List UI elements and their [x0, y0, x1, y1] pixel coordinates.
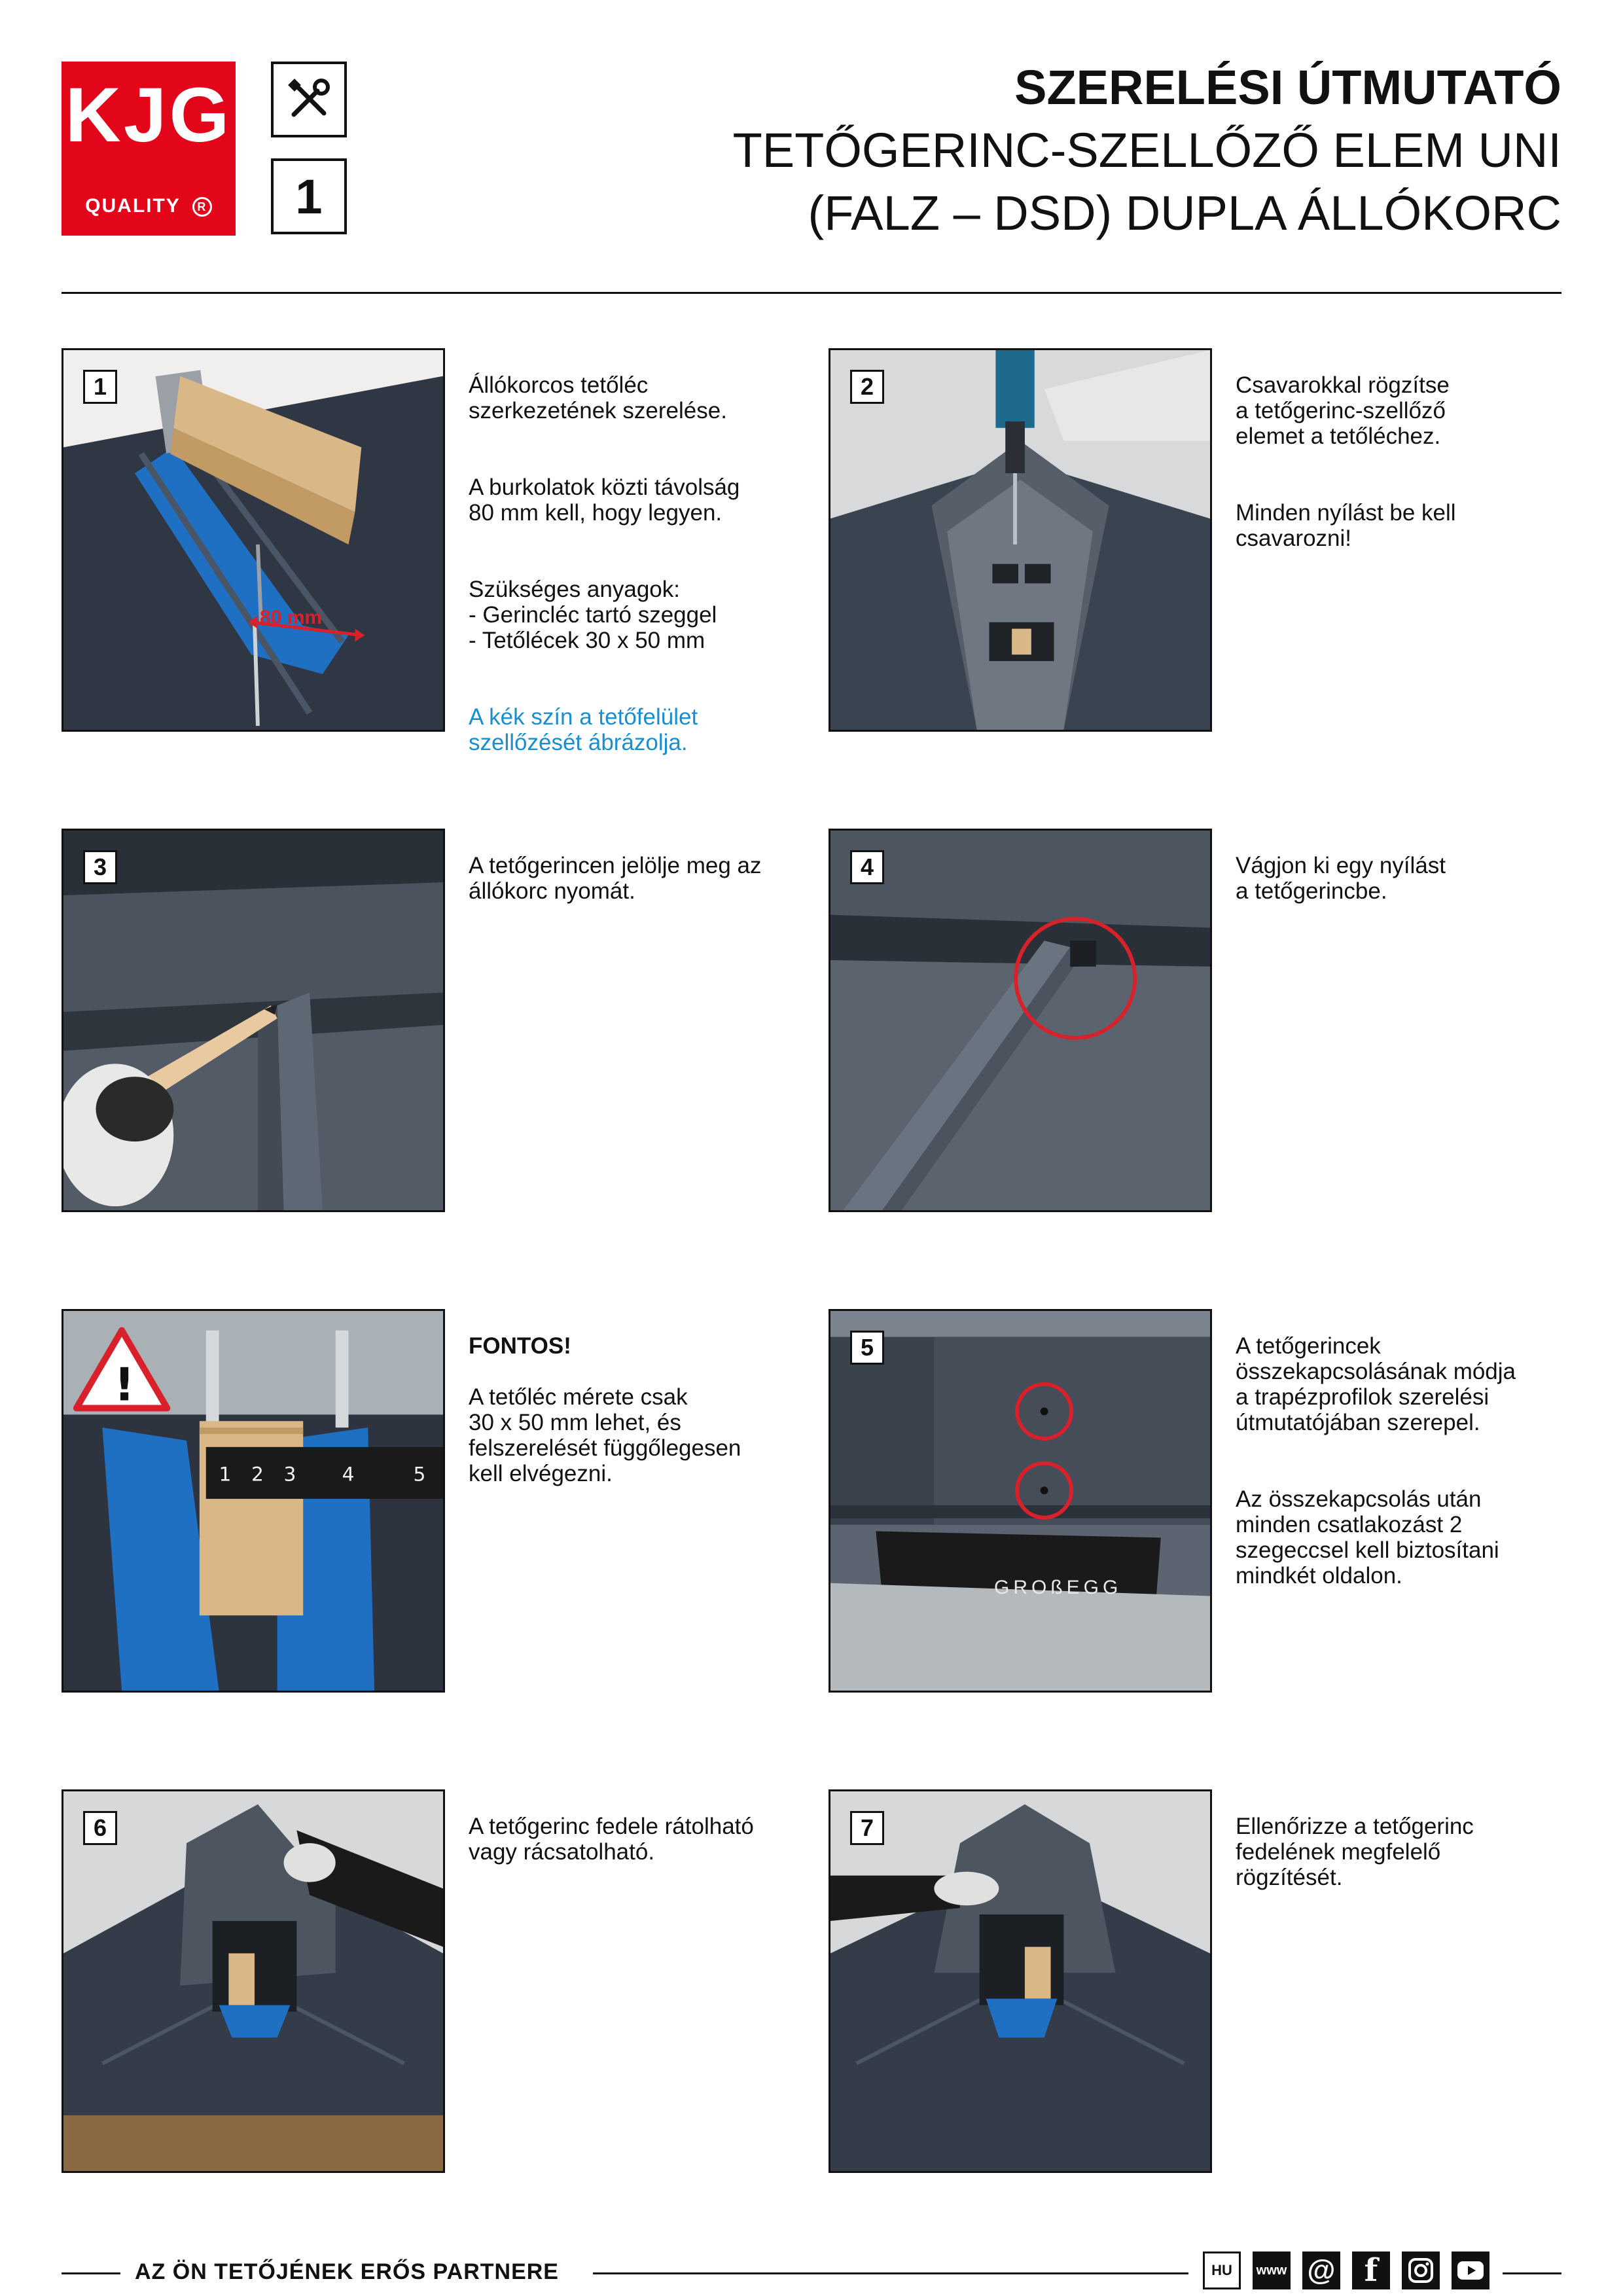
step-5-paragraph: Az összekapcsolás után minden csatlakozást 2 szegeccsel kell biztosítani mindkét oldalon. [1236, 1486, 1499, 1588]
measure-label: 80 mm [260, 607, 323, 628]
logo-text: KJG [65, 72, 232, 158]
facebook-icon[interactable]: f [1352, 2251, 1390, 2289]
step-5-photo [829, 1309, 1212, 1693]
svg-text:2: 2 [251, 1463, 264, 1486]
step-7-number: 7 [850, 1811, 884, 1845]
step-5-paragraph: A tetőgerincek összekapcsolásának módja a trapézprofilok szerelési útmutatójában szerepel. [1236, 1333, 1516, 1435]
step-6-photo [62, 1789, 445, 2173]
www-icon[interactable]: www [1253, 2251, 1291, 2289]
step-1-paragraph: A burkolatok közti távolság 80 mm kell, hogy legyen. [469, 475, 740, 526]
header-divider [62, 292, 1561, 294]
pencil-marking-illustration [63, 831, 443, 1210]
step-5-text [1236, 1308, 1576, 1640]
footer-slogan: AZ ÖN TETŐJÉNEK ERŐS PARTNERE [135, 2259, 559, 2284]
step-7-paragraph: Ellenőrizze a tetőgerinc fedelének megfelelő rögzítését. [1236, 1814, 1474, 1890]
step-2-paragraph: Minden nyílást be kell csavarozni! [1236, 500, 1456, 551]
step-1-number: 1 [83, 370, 117, 404]
step-3-number: 3 [83, 850, 117, 884]
svg-text:3: 3 [283, 1463, 296, 1486]
step-4-paragraph: Vágjon ki egy nyílást a tetőgerincbe. [1236, 853, 1446, 904]
ridge-rivets-illustration [830, 1311, 1210, 1691]
step-1-note: A kék szín a tetőfelület szellőzését ábrázolja. [469, 704, 698, 755]
step-1-text [469, 347, 809, 806]
warning-photo [62, 1309, 445, 1693]
standing-seam-roof-illustration [63, 350, 443, 730]
step-4-number: 4 [850, 850, 884, 884]
step-2-number: 2 [850, 370, 884, 404]
drill-ridge-vent-illustration [830, 350, 1210, 730]
tools-box [271, 62, 347, 137]
step-3-text [469, 827, 809, 955]
wrench-screwdriver-icon [285, 75, 333, 124]
step-5-number: 5 [850, 1331, 884, 1365]
instagram-icon[interactable] [1402, 2251, 1440, 2289]
at-icon[interactable]: @ [1302, 2251, 1340, 2289]
kjg-logo [62, 62, 236, 236]
step-7-text [1236, 1788, 1576, 1941]
step-2-text [1236, 347, 1576, 602]
step-3-photo [62, 829, 445, 1212]
step-2-paragraph: Csavarokkal rögzítse a tetőgerinc-szellőző elemet a tetőléchez. [1236, 372, 1450, 449]
title-block [580, 56, 1561, 245]
ridge-cap-placing-illustration [63, 1791, 443, 2171]
warning-paragraph: A tetőléc mérete csak 30 x 50 mm lehet, és felszerelését függőlegesen kell elvégezni. [469, 1384, 741, 1486]
language-badge[interactable]: HU [1203, 2251, 1241, 2289]
footer-line-middle [593, 2272, 1188, 2274]
step-1-paragraph: Szükséges anyagok: - Gerincléc tartó szeggel - Tetőlécek 30 x 50 mm [469, 577, 717, 653]
step-6-text [469, 1788, 809, 1916]
footer-line-right [1503, 2272, 1561, 2274]
svg-text:1: 1 [219, 1463, 232, 1486]
step-3-paragraph: A tetőgerincen jelölje meg az állókorc nyomát. [469, 853, 762, 904]
step-6-number: 6 [83, 1811, 117, 1845]
logo-quality: QUALITY R [62, 195, 236, 217]
document-title: SZERELÉSI ÚTMUTATÓ [1014, 60, 1561, 115]
page-number: 1 [271, 158, 347, 234]
batten-measurement-illustration [63, 1311, 443, 1691]
footer-line-left [62, 2272, 120, 2274]
step-2-photo [829, 348, 1212, 732]
step-1-photo [62, 348, 445, 732]
step-7-photo [829, 1789, 1212, 2173]
svg-text:5: 5 [413, 1463, 426, 1486]
product-variant: (FALZ – DSD) DUPLA ÁLLÓKORC [808, 186, 1561, 240]
ridge-cap-checking-illustration [830, 1791, 1210, 2171]
svg-text:!: ! [114, 1359, 135, 1412]
step-4-photo [829, 829, 1212, 1212]
product-name: TETŐGERINC-SZELLŐZŐ ELEM UNI [732, 123, 1561, 177]
cut-opening-illustration [830, 831, 1210, 1210]
svg-text:4: 4 [342, 1463, 355, 1486]
brand-plate: GROßEGG [994, 1577, 1122, 1598]
warning-heading: FONTOS! [469, 1333, 571, 1359]
warning-text [469, 1308, 809, 1537]
youtube-icon[interactable] [1452, 2251, 1489, 2289]
step-1-paragraph: Állókorcos tetőléc szerkezetének szerelése. [469, 372, 727, 423]
step-4-text [1236, 827, 1576, 955]
step-6-paragraph: A tetőgerinc fedele rátolható vagy rácsatolható. [469, 1814, 754, 1865]
registered-icon: R [192, 197, 212, 217]
